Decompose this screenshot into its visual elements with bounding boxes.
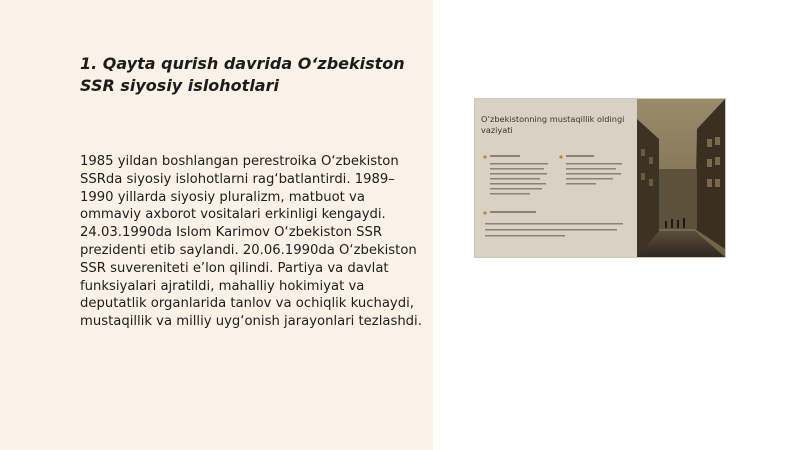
- thumbnail-text-lines: [475, 99, 637, 257]
- thumbnail-content-area: [475, 99, 637, 257]
- thumbnail-title: O‘zbekistonning mustaqillik oldingi vaziyati: [481, 114, 625, 135]
- slide-thumbnail-image: [475, 99, 725, 257]
- historic-street-photo: [637, 99, 725, 257]
- slide-title: 1. Qayta qurish davrida O‘zbekiston SSR siyosiy islohotlari: [80, 54, 405, 95]
- slide-body-text: 1985 yildan boshlangan perestroika O‘zbekiston SSRda siyosiy islohotlarni rag‘batlantirdi. 1989–1990 yillarda siyosiy pluralizm, matbuot va ommaviy axborot vositalari erkinligi kengaydi. 24.03.1990da Islom Karimov O‘zbekiston SSR prezidenti etib saylandi. 20.06.1990da O‘zbekiston SSR suvereniteti e’lon qilindi. Partiya va davlat funksiyalari ajratildi, mahalliy hokimiyat va deputatlik organlarida tanlov va ochiqlik kuchaydi, mustaqillik va milliy uyg‘onish jarayonlari tezlashdi.: [80, 154, 422, 330]
